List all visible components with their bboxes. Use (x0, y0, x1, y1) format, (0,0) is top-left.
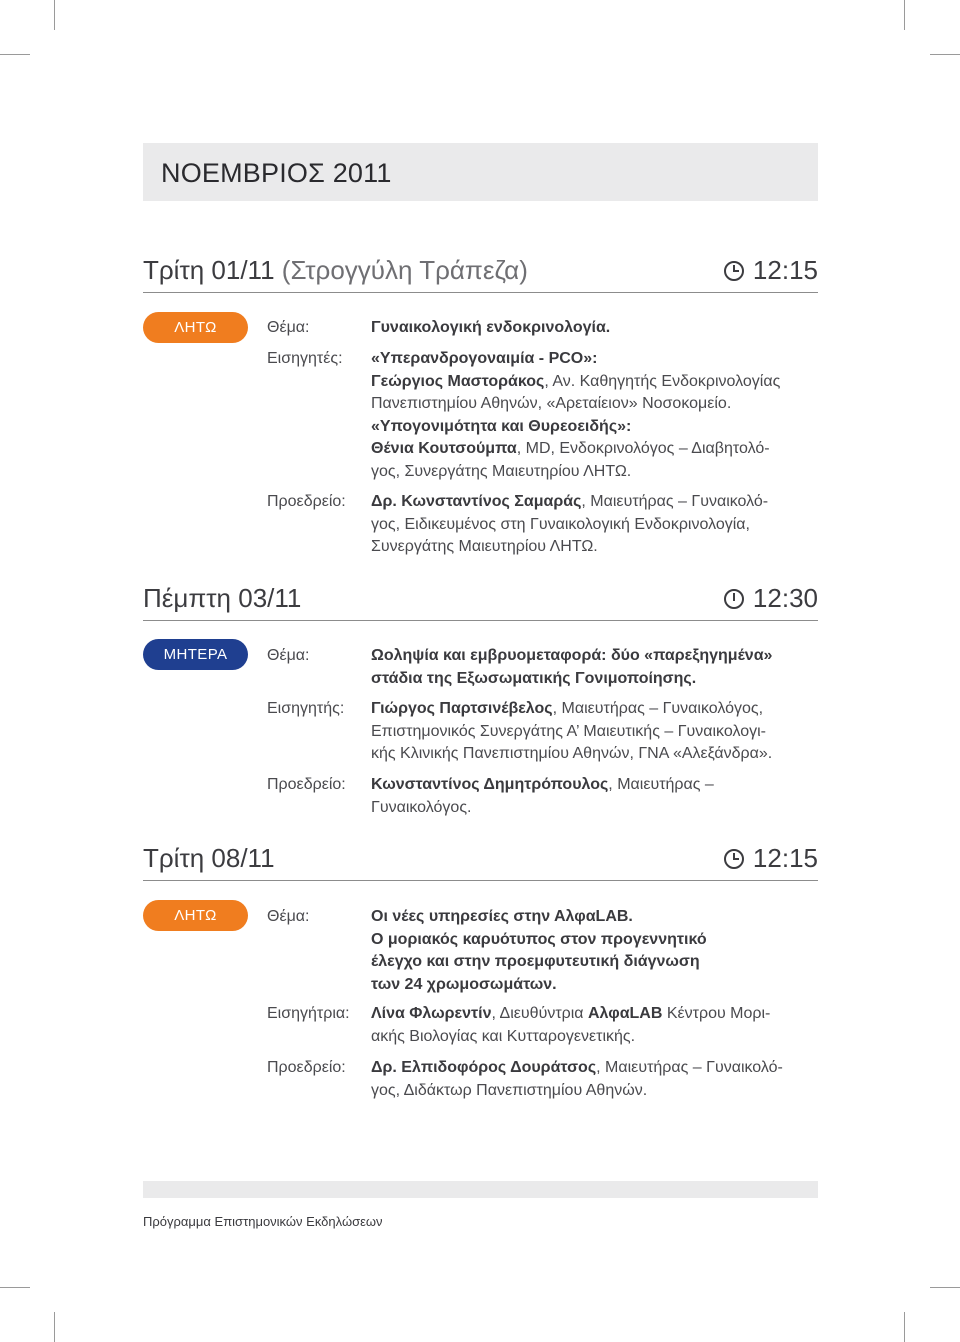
footer-band (143, 1181, 818, 1198)
crop-mark (54, 0, 55, 30)
event-2-speaker: Γιώργος Παρτσινέβελος, Μαιευτήρας – Γυναικολόγος, Επιστημονικός Συνεργάτης Α’ Μαιευτικής – Γυναικολογι- κής Κλινικής Πανεπιστημίου Αθηνών, ΓΝΑ «Αλεξάνδρα». (371, 700, 773, 762)
event-3-time: 12:15 (723, 843, 818, 874)
event-3-speaker: Λίνα Φλωρεντίν, Διευθύντρια ΑλφαLAB Κέντρου Μορι- ακής Βιολογίας και Κυτταρογενετικής. (371, 1005, 771, 1045)
crop-mark (0, 54, 30, 55)
crop-mark (54, 1312, 55, 1342)
event-2-time: 12:30 (723, 583, 818, 614)
crop-mark (0, 1287, 30, 1288)
event-1-speakers: «Υπερανδρογοναιμία - PCO»: Γεώργιος Μαστοράκος, Αν. Καθηγητής Ενδοκρινολογίας Πανεπιστημίου Αθηνών, «Αρεταίειον» Νοσοκομείο. «Υπογονιμότητα και Θυρεοειδής»: Θένια Κουτσούμπα, MD, Ενδοκρινολόγος – Διαβητολό- γος, Συνεργάτης Μαιευτηρίου ΛΗΤΩ. (371, 350, 781, 480)
event-1-chair: Δρ. Κωνσταντίνος Σαμαράς, Μαιευτήρας – Γυναικολό- γος, Ειδικευμένος στη Γυναικολογική Ενδοκρινολογία, Συνεργάτης Μαιευτηρίου ΛΗΤΩ. (371, 493, 769, 555)
event-1-topic: Γυναικολογική ενδοκρινολογία. (371, 319, 611, 336)
clock-icon (723, 588, 745, 610)
event-3-date: Τρίτη 08/11 (143, 843, 275, 873)
event-2-venue-badge: ΜΗΤΕΡΑ (143, 639, 248, 670)
crop-mark (904, 1312, 905, 1342)
event-3-venue-badge: ΛΗΤΩ (143, 900, 248, 931)
event-1-chair-label: Προεδρείο: (267, 493, 346, 510)
event-1-header (143, 252, 818, 293)
month-header (143, 143, 818, 201)
event-2-speaker-label: Εισηγητής: (267, 700, 345, 717)
event-3-topic-label: Θέμα: (267, 908, 310, 925)
month-title: ΝΟΕΜΒΡΙΟΣ 2011 (161, 158, 392, 188)
event-1-topic-label: Θέμα: (267, 319, 310, 336)
crop-mark (904, 0, 905, 30)
event-2-chair: Κωνσταντίνος Δημητρόπουλος, Μαιευτήρας – Γυναικολόγος. (371, 776, 714, 816)
event-2-topic-label: Θέμα: (267, 647, 310, 664)
footer-text: Πρόγραμμα Επιστημονικών Εκδηλώσεων (143, 1214, 383, 1229)
clock-icon (723, 848, 745, 870)
event-1-subtitle: (Στρογγύλη Τράπεζα) (281, 255, 528, 285)
event-2-date: Πέμπτη 03/11 (143, 583, 302, 613)
event-3-chair: Δρ. Ελπιδοφόρος Δουράτσος, Μαιευτήρας – Γυναικολό- γος, Διδάκτωρ Πανεπιστημίου Αθηνών. (371, 1059, 783, 1099)
event-1-time: 12:15 (723, 255, 818, 286)
event-1-speakers-label: Εισηγητές: (267, 350, 343, 367)
event-3-speaker-label: Εισηγήτρια: (267, 1005, 350, 1022)
event-1-date: Τρίτη 01/11 (Στρογγύλη Τράπεζα) (143, 255, 528, 285)
event-2-chair-label: Προεδρείο: (267, 776, 346, 793)
event-3-chair-label: Προεδρείο: (267, 1059, 346, 1076)
crop-mark (930, 1287, 960, 1288)
event-1-venue-badge: ΛΗΤΩ (143, 312, 248, 343)
event-2-header (143, 580, 818, 621)
event-3-header (143, 840, 818, 881)
event-2-topic: Ωοληψία και εμβρυομεταφορά: δύο «παρεξηγημένα» στάδια της Εξωσωματικής Γονιμοποίησης. (371, 647, 773, 687)
clock-icon (723, 260, 745, 282)
event-3-topic: Οι νέες υπηρεσίες στην ΑλφαLAB. Ο μοριακός καρυότυπος στον προγεννητικό έλεγχο και στην προεμφυτευτική διάγνωση των 24 χρωμοσωμάτων. (371, 908, 707, 993)
crop-mark (930, 54, 960, 55)
